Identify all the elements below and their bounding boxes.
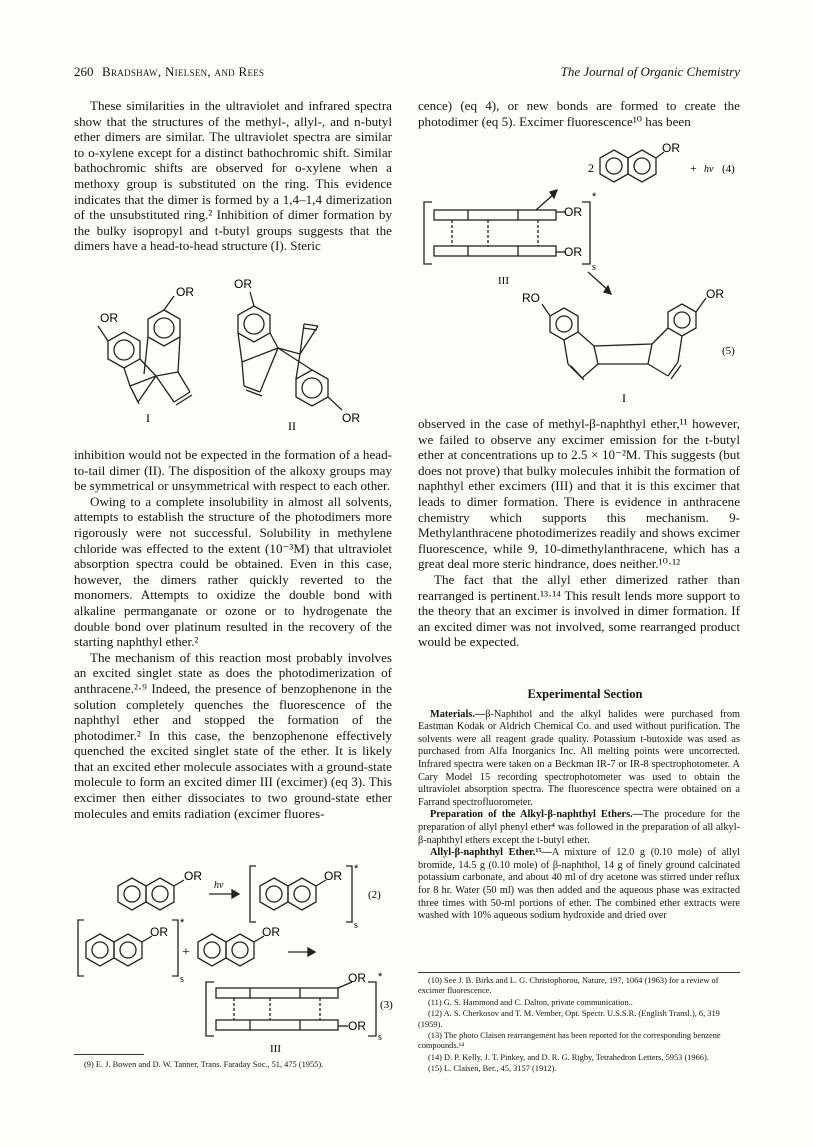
left-footnote: (9) E. J. Bowen and D. W. Tanner, Trans. Faraday Soc., 51, 475 (1955). (84, 1060, 324, 1069)
or-label: OR (662, 141, 680, 155)
footnote: (12) A. S. Cherkosov and T. M. Vember, Opt. Spectr. U.S.S.R. (English Transl.), 6, 319 (1959). (418, 1009, 720, 1029)
or-label: OR (706, 287, 724, 301)
runin-heading: Materials.— (430, 708, 486, 720)
or-label: OR (324, 869, 342, 883)
plus-sign: + (182, 945, 190, 960)
compound-label-III: III (270, 1043, 281, 1055)
scheme-eq4-eq5 (418, 132, 740, 414)
footnote: (10) See J. B. Birks and L. G. Christophorou, Nature, 197, 1064 (1963) for a review of excimer fluorescence. (418, 976, 719, 996)
eq-number-2: (2) (368, 889, 381, 901)
scheme-eq2-eq3 (74, 858, 393, 1055)
subscript-s: s (354, 920, 358, 931)
footnote: (14) D. P. Kelly, J. T. Pinkey, and D. R. G. Rigby, Tetrahedron Letters, 5953 (1966). (428, 1052, 709, 1062)
compound-label-III: III (498, 275, 509, 287)
compound-label-I: I (622, 391, 626, 405)
coefficient-2: 2 (588, 161, 594, 175)
or-label: OR (342, 411, 360, 425)
or-label: OR (184, 869, 202, 883)
footnote-rule (418, 972, 740, 973)
or-label: OR (100, 311, 118, 325)
or-label: OR (262, 925, 280, 939)
compound-label-II: II (288, 419, 296, 433)
footnote: (15) L. Claisen, Ber., 45, 3157 (1912). (428, 1064, 557, 1074)
or-label: OR (348, 971, 366, 985)
eq-number-4: (4) (722, 163, 735, 175)
subscript-s: s (378, 1032, 382, 1043)
hv-label: hν (214, 880, 224, 891)
running-header (74, 64, 740, 82)
hv-label: hν (704, 164, 714, 175)
ro-label: RO (522, 291, 540, 305)
or-label: OR (150, 925, 168, 939)
section-heading: Experimental Section (527, 687, 643, 701)
footnote-rule (74, 1054, 144, 1055)
excited-star: * (592, 191, 597, 203)
right-footnotes (418, 976, 740, 1076)
plus-sign: + (690, 161, 697, 175)
right-paragraph-1: cence) (eq 4), or new bonds are formed to create the photodimer (eq 5). Excimer fluorescence¹⁰ has been (418, 98, 740, 129)
footnote: (13) The photo Claisen rearrangement has been reported for the corresponding benzene compounds.¹⁴ (418, 1031, 721, 1051)
or-label: OR (564, 245, 582, 259)
structures-I-II (74, 274, 392, 444)
excited-star: * (378, 971, 383, 983)
running-authors: Bradshaw, Nielsen, and Rees (102, 64, 265, 79)
subscript-s: s (180, 974, 184, 985)
or-label: OR (176, 285, 194, 299)
journal-title: The Journal of Organic Chemistry (560, 64, 740, 79)
subscript-s: s (592, 262, 596, 273)
or-label: OR (234, 277, 252, 291)
page-number: 260 (74, 64, 94, 79)
excited-star: * (180, 917, 185, 929)
left-paragraph-1: These similarities in the ultraviolet and infrared spectra show that the structures of the methyl-, allyl-, and n-butyl ether dimers are similar. The ultraviolet spectra are similar to o-xylene except for a distinct bathochromic shift. Similar bathochromic shifts are observed for o-xylene when a methoxy group is substituted on the ring. This evidence indicates that the dimer is formed by a 1,4–1,4 dimerization of the unsubstituted ring.² Inhibition of dimer formation by the bulky isopropyl and t-butyl groups suggests that the dimers have a head-to-head structure (I). Steric (74, 98, 392, 254)
eq-number-5: (5) (722, 345, 735, 357)
left-paragraphs-2-4: inhibition would not be expected in the formation of a head-to-tail dimer (II). The disposition of the alkoxy groups may be symmetrical or unsymmetrical with respect to each other. Owing to a complete insolubility in almost all solvents, attempts to establish the structure of the photodimers more rigorously were not successful. Solubility in methylene chloride was effected to the extent (10⁻³M) that ultraviolet absorption spectra could be obtained. Even in this case, however, the dimers rather quickly reverted to the monomers. Attempts to oxidize the double bond with alkaline permanganate or ozone or to hydrogenate the double bond over platinum resulted in the recovery of the starting naphthyl ether.² The mechanism of this reaction most probably involves an excited singlet state as does the photodimerization of anthracene.²·⁹ Indeed, the presence of benzophenone in the solution completely quenches the fluorescence of the naphthyl ether and stopped the formation of the photodimer.² In this case, the benzophenone effectively quenched the excited singlet state of the ether. It is likely that an excited ether molecule associates with a ground-state molecule to form an excited dimer III (excimer) (eq 3). This excimer then either dissociates to two ground-state ether molecules and emits radiation (excimer fluores- (74, 447, 392, 821)
or-label: OR (348, 1019, 366, 1033)
or-label: OR (564, 205, 582, 219)
excited-star: * (354, 863, 359, 875)
experimental-section: Experimental Section Materials.—β-Naphthol and the alkyl halides were purchased from Eastman Kodak or Aldrich Chemical Co. and used without purification. The solvents were all reagent grade quality. Potassium t-butoxide was used as purchased from Alfa Inorganics Inc. All melting points were uncorrected. Infrared spectra were taken on a Beckman IR-7 or IR-8 spectrophotometer. A Cary Model 15 recording spectrophotometer was used to obtain the ultraviolet absorption spectra. The fluorescence spectra were obtained on a Farrand spectrofluorometer. Preparation of the Alkyl-β-naphthyl Ethers.—The procedure for the preparation of allyl phenyl ether⁴ was followed in the preparation of all alkyl-β-naphthyl ethers except the t-butyl ether. Allyl-β-naphthyl Ether.¹⁵—A mixture of 12.0 g (0.10 mole) of allyl bromide, 14.5 g (0.10 mole) of β-naphthol, 14 g of finely ground calcinated potassium carbonate, and about 40 ml of dry acetone was stirred under reflux for 8 hr. Water (50 ml) was then added and the aqueous phase was extracted three times with 50-ml portions of ether. The combined ether extracts were washed with 10% aqueous sodium hydroxide and dried over (418, 687, 741, 922)
eq-number-3: (3) (380, 999, 393, 1011)
runin-heading: Allyl-β-naphthyl Ether.¹⁵— (430, 847, 552, 859)
right-paragraphs-2-3: observed in the case of methyl-β-naphthyl ether,¹¹ however, we failed to observe any excimer emission for the t-butyl ether at concentrations up to 2.5 × 10⁻²M. This suggests (but does not prove) that bulky molecules inhibit the formation of naphthyl ether excimers (III) and that it is this excimer that leads to dimer formation. There is evidence in anthracene chemistry which supports this mechanism. 9-Methylanthracene photodimerizes readily and shows excimer fluorescence, while 9, 10-dimethylanthracene, which has a great deal more steric hindrance, does neither.¹⁰·¹² The fact that the allyl ether dimerized rather than rearranged is pertinent.¹³·¹⁴ This result lends more support to the theory that an excimer is involved in dimer formation. If an excited dimer was not involved, some rearranged product would be expected. (418, 416, 740, 650)
footnote: (11) G. S. Hammond and C. Dalton, private communication.. (428, 997, 633, 1007)
compound-label-I: I (146, 411, 150, 425)
runin-heading: Preparation of the Alkyl-β-naphthyl Ethers.— (430, 809, 643, 821)
